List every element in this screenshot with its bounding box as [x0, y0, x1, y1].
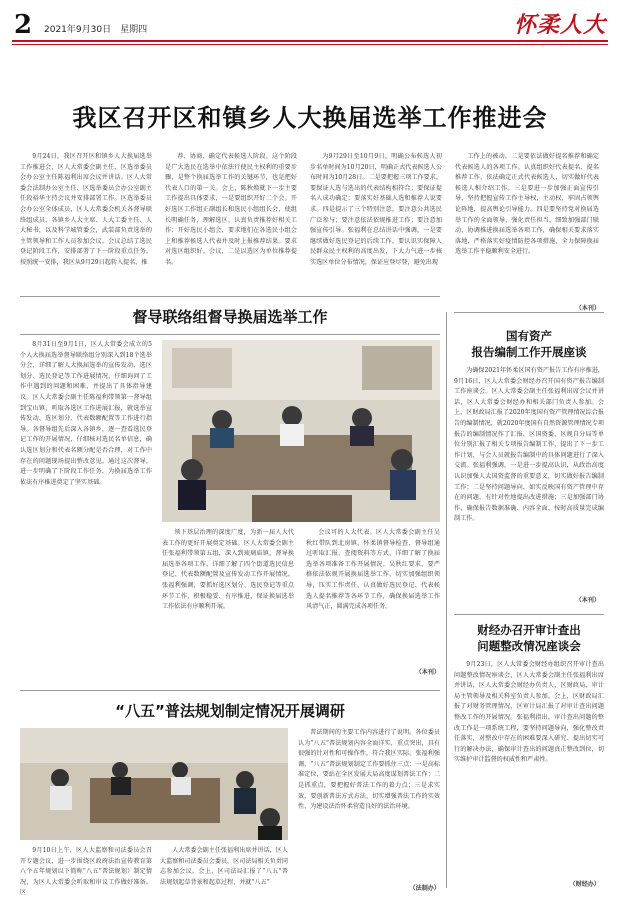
article3-col3: 普法期间的主要工作内容进行了说明。各位委员认为“八五”普法规划内容全面详实，重点突出，具有很强的针对性和可操作性，符合我区实际。张福利强调，“八五”普法规划制定工作要抓住三点：一是高标准定位，要站在全区发展大局高度谋划普法工作；二是抓重点，要把握好普法工作的着力点；三是求实效，要创新普法方式方法，切实增强普法工作的实效性，为建设法治怀柔营造良好的法治环境。	[298, 729, 440, 811]
side2-title-line1: 财经办召开审计查出	[477, 623, 581, 637]
side2-source: （财经办）	[569, 881, 600, 888]
side2-title-line2: 问题整改情况座谈会	[477, 639, 581, 653]
header-rule	[12, 40, 608, 42]
article1-col1: 9月24日，我区召开区和镇乡人大换届选举工作推进会，区人大常委会副主任、区选举委员会办公室主任陈福利出席会议并讲话。区人大常委会法制办公室主任、区选举委员会办公室副主任段裕华主持会议并安排部署工作。区选举委员会办公室全体成员，区人大常委会机关各督导联络组成员，各镇乡人大主席、人大工委主任、人大秘书，以及科学城管委会，武装部负责选举的主管领导和工作人员参加会议。会议总结了选民登记阶段工作，安排部署了下一阶段重点任务。按照统一安排，我区从9月29日起转入提名、推	[20, 153, 152, 266]
issue-date: 2021年9月30日 星期四	[44, 25, 148, 35]
side1-title-line1: 国有资产	[506, 329, 552, 343]
divider	[20, 334, 440, 335]
divider	[454, 614, 604, 615]
meeting-photo	[162, 340, 440, 522]
article2-source: （本刊）	[415, 669, 440, 676]
article3-source: （法制办）	[409, 885, 440, 892]
article2-col1: 8月31日至9月1日，区人大常委会成立的5个人大换届选举督导联络组分别深入到18个选举分会，详细了解人大换届选举的宣传发动、选区划分、选民登记等工作进展情况，仔细询问了工作中遇到的问题和困难，并提出了具体指导建议。区人大常委会副主任陈福利带领第一督导组到宝山镇，听取各选区工作进展汇报，就选举宣传发动、选区划分、代表数额配置等工作进行指导。各督导组先后深入各镇乡，逐一查看选民登记工作的开展情况，仔细核对选民名单信息，确认选区划分和代表名额分配是否合理，对工作中存在的问题现场提出整改意见。通过这次督导，进一步明确了下阶段工作任务，为换届选举工作依法有序推进奠定了坚实基础。	[20, 341, 152, 486]
article2-col3: 领下基层治理的深度广度，为新一届人大代表工作的更好开展奠定基础。区人大常委会副主任张福利带领第五组，深入到琉璃庙镇，督导换届选举各项工作，详细了解了四个街道选民信息登记、代表数额配置及宣传发动工作开展情况。张福利强调，要抓好选区划分、选民登记等重点环节工作，积极稳妥、有序推进，保证换届选举工作依法有序顺利开展。	[162, 529, 294, 611]
article1-col4: 工作上的被动。二是要依法做好提名推荐和确定代表候选人的各项工作。认真组织好代表提名、提名推荐工作，依法确定正式代表候选人，切实做好代表候选人相介绍工作。三是要进一步加强正面宣传引导，坚持把握宣传工作主导权，主动权，牢固占领舆论阵地，提高舆论引导能力。四是要坚持党对换届选举工作的全面领导，强化责任担当，细致加强部门联动，协调推进换届选举各项工作，确保相关要求落实落地，严格落实好疫情防控各项措施，全力保障换届选举工作平稳顺利安全进行。	[455, 153, 599, 256]
masthead-brand: 怀柔人大	[513, 12, 606, 38]
side1-title-line2: 报告编制工作开展座谈	[471, 345, 587, 359]
article3-col2: 人大常委会副主任张福利出席并讲话，区人大监察和司法委员会委员，区司法局相关负责同志参加会议。会上，区司法局汇报了“八五”普法规划起草背景和起草过程，并就“八五”	[160, 847, 288, 886]
side2-title	[454, 622, 604, 654]
side1-body: 为确保2021年怀柔区国有资产报告工作有序推进，9月16日，区人大常委会财经办召开国有资产报告编制工作座谈会。区人大常委会副主任张福利出席会议并讲话，区人大常委会财经办和相关部门负责人参加。会上，区财政局汇报了2020年度国有资产管理情况综合报告的编制情况，就2020年度国有自然资源管理情况专项报告的编制情况作了汇报，区国资委、区规自分局等单位分别汇报了相关专项报告编制工作，提出了下一步工作计划，与会人员就报告编制中的具体问题进行了深入交流。张福利强调，一是进一步提高认识，从政治高度认识加强人大国资监督的重要意义，切实做好报告编制工作；二是坚持问题导向，如实反映国有资产管理中存在的问题，有针对性地提出改进措施；三是加强部门协作，确保报告数据准确、内容全面、按时高质量完成编制工作。	[454, 367, 604, 523]
page-number: 2	[14, 10, 33, 40]
article1-col3: 为9月29日至10月9日，明确公布候选人初步名单时间为10月20日，明确正式代表候选人公布时间为10月28日。二是要把握三项工作要求。要保证人选与选出的代表结构相符合；要保证提名人成功确定；要落实好基础人选和推荐人说要求。四是提示了三个特别注意。要注意公共选民广泛参与；要注意依法依规推进工作；要注意加强宣传引导。张福利在总结讲话中强调，一是要继续做好选民登记的后续工作。要认识实保障人民群众民主权利的高度出发，下大力气进一步核实选区单位分布情况，保证应登尽登，避免出现	[310, 153, 442, 266]
article3-title: “八五”普法规划制定情况开展调研	[115, 702, 345, 720]
side1-title	[454, 328, 604, 360]
article1-col2: 荐、协商、确定代表候选人阶段。这个阶段是广大选民在选举中依法行使民主权利的重要步骤，是整个换届选举工作的关键环节，也是把好代表人口的第一关。会上，陈秋焕就下一步主要工作提出具体要求，一是要组织开好二个会。开好选区工作组正副组长和选民小组组长会，使组长明确任务，理解选区，认真负责推荐好相关工作；开好选民小组会，要求地们在各选民小组会上和推荐候选人代表并及时上报推荐结果。要求对选区组织好。会议，二是以选区为单位推荐提名。	[165, 153, 297, 266]
article2-title: 督导联络组督导换届选举工作	[132, 308, 328, 326]
divider	[454, 312, 604, 313]
divider	[20, 296, 440, 297]
article2-col4: 会议可的人大代表。区人大常委会副主任吴秋红带队到北房镇、怀柔镇督导检查，督导组通过听取汇报、查阅资料等方式，详细了解了换届选举各项准备工作开展情况。吴秋红要求，要严格依法依规开展换届选举工作，切实加强组织领导，压实工作责任，认真做好选民登记、代表候选人提名推荐等各环节工作，确保换届选举工作风清气正，圆满完成各项任务。	[306, 529, 440, 611]
article1-source: （本刊）	[575, 305, 600, 312]
main-headline: 我区召开区和镇乡人大换届选举工作推进会	[72, 104, 548, 132]
column-divider	[446, 312, 447, 888]
article3-col1: 9月10日上午，区人大监察和司法委员会召开专题会议，进一步围绕区政府法治宣传教育第八个五年规划以下简称“八五”普法规划）制定情况，为区人大常委会听取和审议工作做好准备。区	[20, 847, 152, 896]
divider	[20, 690, 440, 691]
side2-body: 9月23日，区人大常委会财经办组织召开审计查出问题整改情况座谈会，区人大常委会副主任张福利出席并讲话，区人大常委会财经办负责人，区财政局、审计局主管领导及相关科室负责人参加。会上，区财政局汇报了对财务管理情况、区审计局汇报了对审计查出问题整改工作的开展情况。张福利指出，审计查出问题的整改工作是一项系统工程，要坚持问题导向，强化整改责任落实，对整改中存在的困难要深入研究、提出切实可行的解决办法，确保审计查出的问题真正整改到位，切实维护审计监督的权威性和严肃性。	[454, 661, 604, 764]
meeting-photo	[20, 728, 288, 840]
side1-source: （本刊）	[575, 597, 600, 604]
header-rule-thin	[12, 44, 608, 45]
